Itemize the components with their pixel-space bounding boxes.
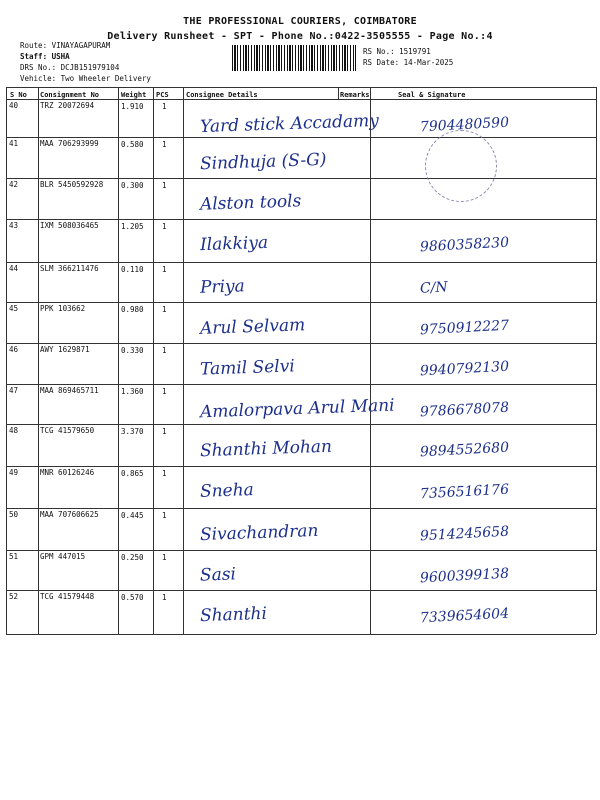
row-sno: 51 (9, 552, 19, 561)
row-weight: 0.445 (121, 511, 144, 520)
row-signature-handwritten: 9860358230 (419, 234, 510, 256)
row-signature-handwritten: 7904480590 (419, 114, 510, 136)
row-sno: 40 (9, 101, 19, 110)
staff-text: Staff: USHA (20, 52, 70, 61)
row-consignment-no: AWY 1629871 (40, 345, 90, 354)
row-sno: 45 (9, 304, 19, 313)
row-consignment-no: IXM 508036465 (40, 221, 99, 230)
row-divider (6, 466, 596, 467)
row-consignment-no: PPK 103662 (40, 304, 86, 313)
delivery-stamp (425, 130, 497, 202)
column-divider (370, 87, 371, 634)
row-weight: 3.370 (121, 427, 144, 436)
row-consignment-no: BLR 5450592928 (40, 180, 104, 189)
row-weight: 1.360 (121, 387, 144, 396)
column-header-pcs: PCS (156, 91, 169, 99)
row-divider (6, 302, 596, 303)
row-weight: 0.250 (121, 553, 144, 562)
column-header-sno: S No (10, 91, 27, 99)
row-consignee-handwritten: Ilakkiya (199, 232, 269, 256)
column-divider (183, 87, 184, 634)
column-divider (118, 87, 119, 634)
row-consignee-handwritten: Arul Selvam (199, 315, 306, 339)
row-pcs: 1 (162, 469, 167, 478)
row-weight: 1.910 (121, 102, 144, 111)
row-pcs: 1 (162, 593, 167, 602)
row-sno: 46 (9, 345, 19, 354)
row-divider (6, 137, 596, 138)
runsheet-subtitle: Delivery Runsheet - SPT - Phone No.:0422-3505555 - Page No.:4 (107, 31, 493, 42)
row-consignee-handwritten: Yard stick Accadamy (199, 110, 380, 138)
row-divider (6, 550, 596, 551)
column-header-weight: Weight (121, 91, 147, 99)
row-pcs: 1 (162, 181, 167, 190)
row-consignee-handwritten: Amalorpava Arul Mani (199, 395, 395, 423)
row-divider (6, 178, 596, 179)
drs-number-text: DRS No.: DCJB151979104 (20, 63, 120, 72)
row-pcs: 1 (162, 387, 167, 396)
column-divider (596, 87, 597, 634)
row-weight: 0.330 (121, 346, 144, 355)
row-pcs: 1 (162, 553, 167, 562)
rs-date-text: RS Date: 14-Mar-2025 (363, 58, 454, 67)
row-weight: 0.980 (121, 305, 144, 314)
column-divider (153, 87, 154, 634)
runsheet-title: THE PROFESSIONAL COURIERS, COIMBATORE (183, 16, 417, 27)
row-sno: 49 (9, 468, 19, 477)
row-divider (6, 343, 596, 344)
row-signature-handwritten: 9750912227 (419, 317, 510, 339)
row-consignee-handwritten: Sneha (199, 480, 255, 502)
row-consignee-handwritten: Sasi (199, 564, 237, 586)
row-sno: 52 (9, 592, 19, 601)
row-pcs: 1 (162, 427, 167, 436)
column-header-consignee: Consignee Details (186, 91, 258, 99)
row-consignment-no: TCG 41579650 (40, 426, 95, 435)
column-divider (338, 87, 339, 99)
row-divider (6, 508, 596, 509)
row-sno: 47 (9, 386, 19, 395)
column-divider (38, 87, 39, 634)
column-header-seal: Seal & Signature (398, 91, 466, 99)
row-pcs: 1 (162, 305, 167, 314)
column-header-remarks: Remarks (340, 91, 370, 99)
row-divider (6, 634, 596, 635)
row-sno: 43 (9, 221, 19, 230)
row-sno: 41 (9, 139, 19, 148)
row-pcs: 1 (162, 511, 167, 520)
row-pcs: 1 (162, 222, 167, 231)
row-consignment-no: GPM 447015 (40, 552, 86, 561)
header-bottom-rule (6, 99, 596, 100)
row-pcs: 1 (162, 265, 167, 274)
row-consignment-no: MAA 706293999 (40, 139, 99, 148)
vehicle-text: Vehicle: Two Wheeler Delivery (20, 74, 151, 83)
row-consignee-handwritten: Sindhuja (S-G) (199, 149, 327, 175)
row-consignee-handwritten: Priya (199, 276, 246, 298)
row-consignment-no: TCG 41579448 (40, 592, 95, 601)
row-weight: 0.580 (121, 140, 144, 149)
row-sno: 44 (9, 264, 19, 273)
row-weight: 0.300 (121, 181, 144, 190)
row-divider (6, 590, 596, 591)
row-pcs: 1 (162, 140, 167, 149)
row-signature-handwritten: 9894552680 (419, 439, 510, 461)
row-weight: 0.865 (121, 469, 144, 478)
row-consignee-handwritten: Shanthi Mohan (199, 436, 333, 462)
row-signature-handwritten: C/N (419, 279, 449, 297)
row-weight: 1.205 (121, 222, 144, 231)
row-signature-handwritten: 9940792130 (419, 358, 510, 380)
row-signature-handwritten: 7339654604 (419, 605, 510, 627)
row-sno: 42 (9, 180, 19, 189)
row-sno: 50 (9, 510, 19, 519)
row-signature-handwritten: 9786678078 (419, 399, 510, 421)
row-consignment-no: TRZ 20072694 (40, 101, 95, 110)
row-consignment-no: MAA 707606625 (40, 510, 99, 519)
row-consignment-no: SLM 366211476 (40, 264, 99, 273)
row-consignee-handwritten: Tamil Selvi (199, 356, 296, 380)
row-divider (6, 219, 596, 220)
row-consignment-no: MNR 60126246 (40, 468, 95, 477)
row-signature-handwritten: 7356516176 (419, 481, 510, 503)
row-sno: 48 (9, 426, 19, 435)
row-consignee-handwritten: Alston tools (199, 191, 302, 215)
row-weight: 0.110 (121, 265, 144, 274)
barcode (232, 45, 356, 71)
row-pcs: 1 (162, 102, 167, 111)
row-signature-handwritten: 9514245658 (419, 523, 510, 545)
row-divider (6, 424, 596, 425)
row-pcs: 1 (162, 346, 167, 355)
column-header-consignment: Consignment No (40, 91, 100, 99)
row-weight: 0.570 (121, 593, 144, 602)
row-consignee-handwritten: Sivachandran (199, 520, 319, 546)
row-consignee-handwritten: Shanthi (199, 603, 268, 627)
route-text: Route: VINAYAGAPURAM (20, 41, 111, 50)
column-divider (6, 87, 7, 634)
row-consignment-no: MAA 869465711 (40, 386, 99, 395)
table-top-rule (6, 87, 596, 88)
row-signature-handwritten: 9600399138 (419, 565, 510, 587)
row-divider (6, 262, 596, 263)
rs-number-text: RS No.: 1519791 (363, 47, 431, 56)
row-divider (6, 384, 596, 385)
